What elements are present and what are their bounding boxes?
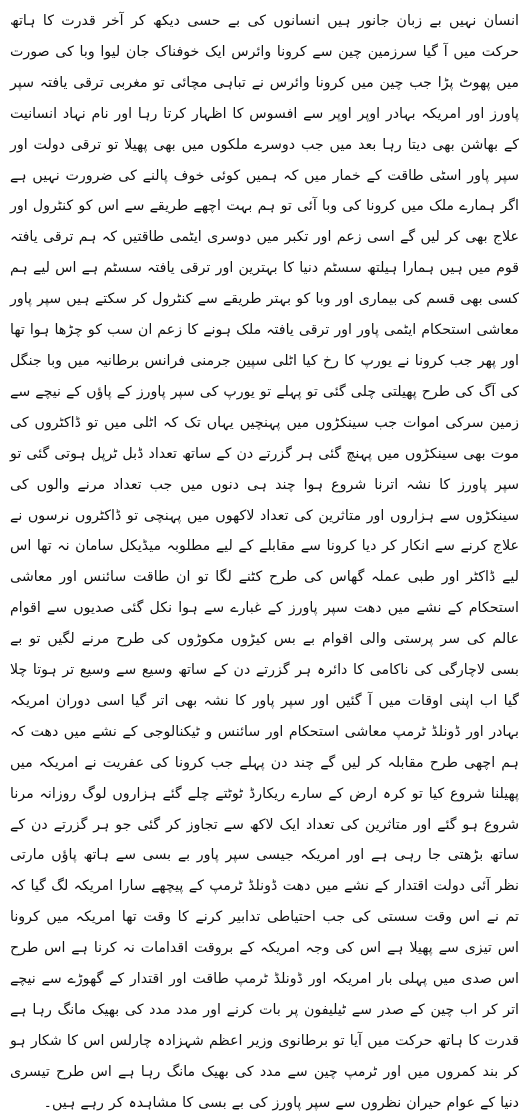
article-paragraph: انسان نہیں بے زبان جانور ہیں انسانوں کی بے حسی دیکھ کر آخر قدرت کا ہاتھ حرکت میں آ گیا سرزمین چین سے کرونا وائرس ایک خوفناک جان لیوا وبا کی صورت میں پھوٹ پڑا جب چین میں کرونا وائرس نے تباہی مچائی تو مغربی ترقی یافتہ سپر پاورز اور امریکہ بہادر اوپر اوپر سے افسوس کا اظہار کرتا رہا اور نام نہاد انسانیت کے بھاشن بھی دیتا رہا بعد میں جب دوسرے ملکوں میں بھی پھیلا تو ترقی دولت اور سپر پاور اسٹی طاقت کے خمار میں کہ ہمیں کوئی خوف پالنے کی ضرورت نہیں ہے اگر ہمارے ملک میں کرونا کی وبا آئی تو ہم بہت اچھے طریقے سے اس کو کنٹرول اور علاج بھی کر لیں گے اسی زعم اور تکبر میں دوسری ایٹمی طاقتیں کہ ہم ترقی یافتہ قوم میں ہیں ہمارا ہیلتھ سسٹم دنیا کا بہترین اور ترقی یافتہ سسٹم ہے اس لیے ہم کسی بھی قسم کی بیماری اور وبا کو بہتر طریقے سے کنٹرول کر سکتے ہیں سپر پاور معاشی استحکام ایٹمی پاور اور ترقی یافتہ ملک ہونے کا زعم ان سب کو چڑھا ہوا تھا اور پھر جب کرونا نے یورپ کا رخ کیا اٹلی سپین جرمنی فرانس برطانیہ میں وبا جنگل کی آگ کی طرح پھیلتی چلی گئی تو پہلے تو یورپ کی سپر پاورز کے پاؤں کے نیچے سے زمین سرکی اموات جب سینکڑوں میں پہنچیں یہاں تک کہ اٹلی میں تو ڈاکٹروں کی موت بھی سینکڑوں میں پہنچ گئی ہر گزرتے دن کے ساتھ تعداد ڈبل ٹرپل ہوتی گئی تو سپر پاورز کا نشہ اترنا شروع ہوا چند ہی دنوں میں جب تعداد مرنے والوں کی سینکڑوں سے ہزاروں اور متاثرین کی تعداد لاکھوں میں پہنچی تو ڈاکٹروں نرسوں نے علاج کرنے سے انکار کر دیا کرونا سے مقابلے کے لیے مطلوبہ میڈیکل سامان نہ تھا اس لیے ڈاکٹر اور طبی عملہ گھاس کی طرح کٹنے لگا تو ان طاقت سائنس اور معاشی استحکام کے نشے میں دھت سپر پاورز کے غبارے سے ہوا نکل گئی صدیوں سے اقوام عالم کی سر پرستی والی اقوام بے بس کیڑوں مکوڑوں کی طرح مرنے لگیں تو بے بسی لاچارگی کی ناکامی کا دائرہ ہر گزرتے دن کے ساتھ وسیع سے وسیع تر ہوتا چلا گیا اب اپنی اوقات میں آ گئیں اور سپر پاور کا نشہ بھی اتر گیا اسی دوران امریکہ بہادر اور ڈونلڈ ٹرمپ معاشی استحکام اور سائنس و ٹیکنالوجی کے نشے میں دھت کہ ہم اچھی طرح مقابلہ کر لیں گے چند دن پہلے جب کرونا کی عفریت نے امریکہ میں پھیلنا شروع کیا تو کرہ ارض کے سارے ریکارڈ ٹوٹتے چلے گئے ہزاروں لوگ روزانہ مرنا شروع ہو گئے اور متاثرین کی تعداد ایک لاکھ سے تجاوز کر گئی جو ہر گزرتے دن کے ساتھ بڑھتی جا رہی ہے اور امریکہ جیسی سپر پاور بے بسی سے ہاتھ پاؤں مارتی نظر آئی دولت اقتدار کے نشے میں دھت ڈونلڈ ٹرمپ کے پیچھے سارا امریکہ لگ گیا کہ تم نے اس وقت سستی کی جب احتیاطی تدابیر کرنے کا وقت تھا امریکہ میں کرونا اس تیزی سے پھیلا ہے اس کی وجہ امریکہ کے بروقت اقدامات نہ کرنا ہے اس طرح اس صدی میں پہلی بار امریکہ اور ڈونلڈ ٹرمپ طاقت اور اقتدار کے گھوڑے سے نیچے اتر کر اب چین کے صدر سے ٹیلیفون پر بات کرنے اور مدد مدد کی بھیک مانگ رہا ہے قدرت کا ہاتھ حرکت میں آیا تو برطانوی وزیر اعظم شہزادہ چارلس اس کا شکار ہو کر بند کمروں میں اور ٹرمپ چین سے مدد کی بھیک مانگ رہا ہے اس طرح تیسری دنیا کے عوام حیران نظروں سے سپر پاورز کی بے بسی کا مشاہدہ کر رہے ہیں۔ — [10, 13, 519, 1111]
